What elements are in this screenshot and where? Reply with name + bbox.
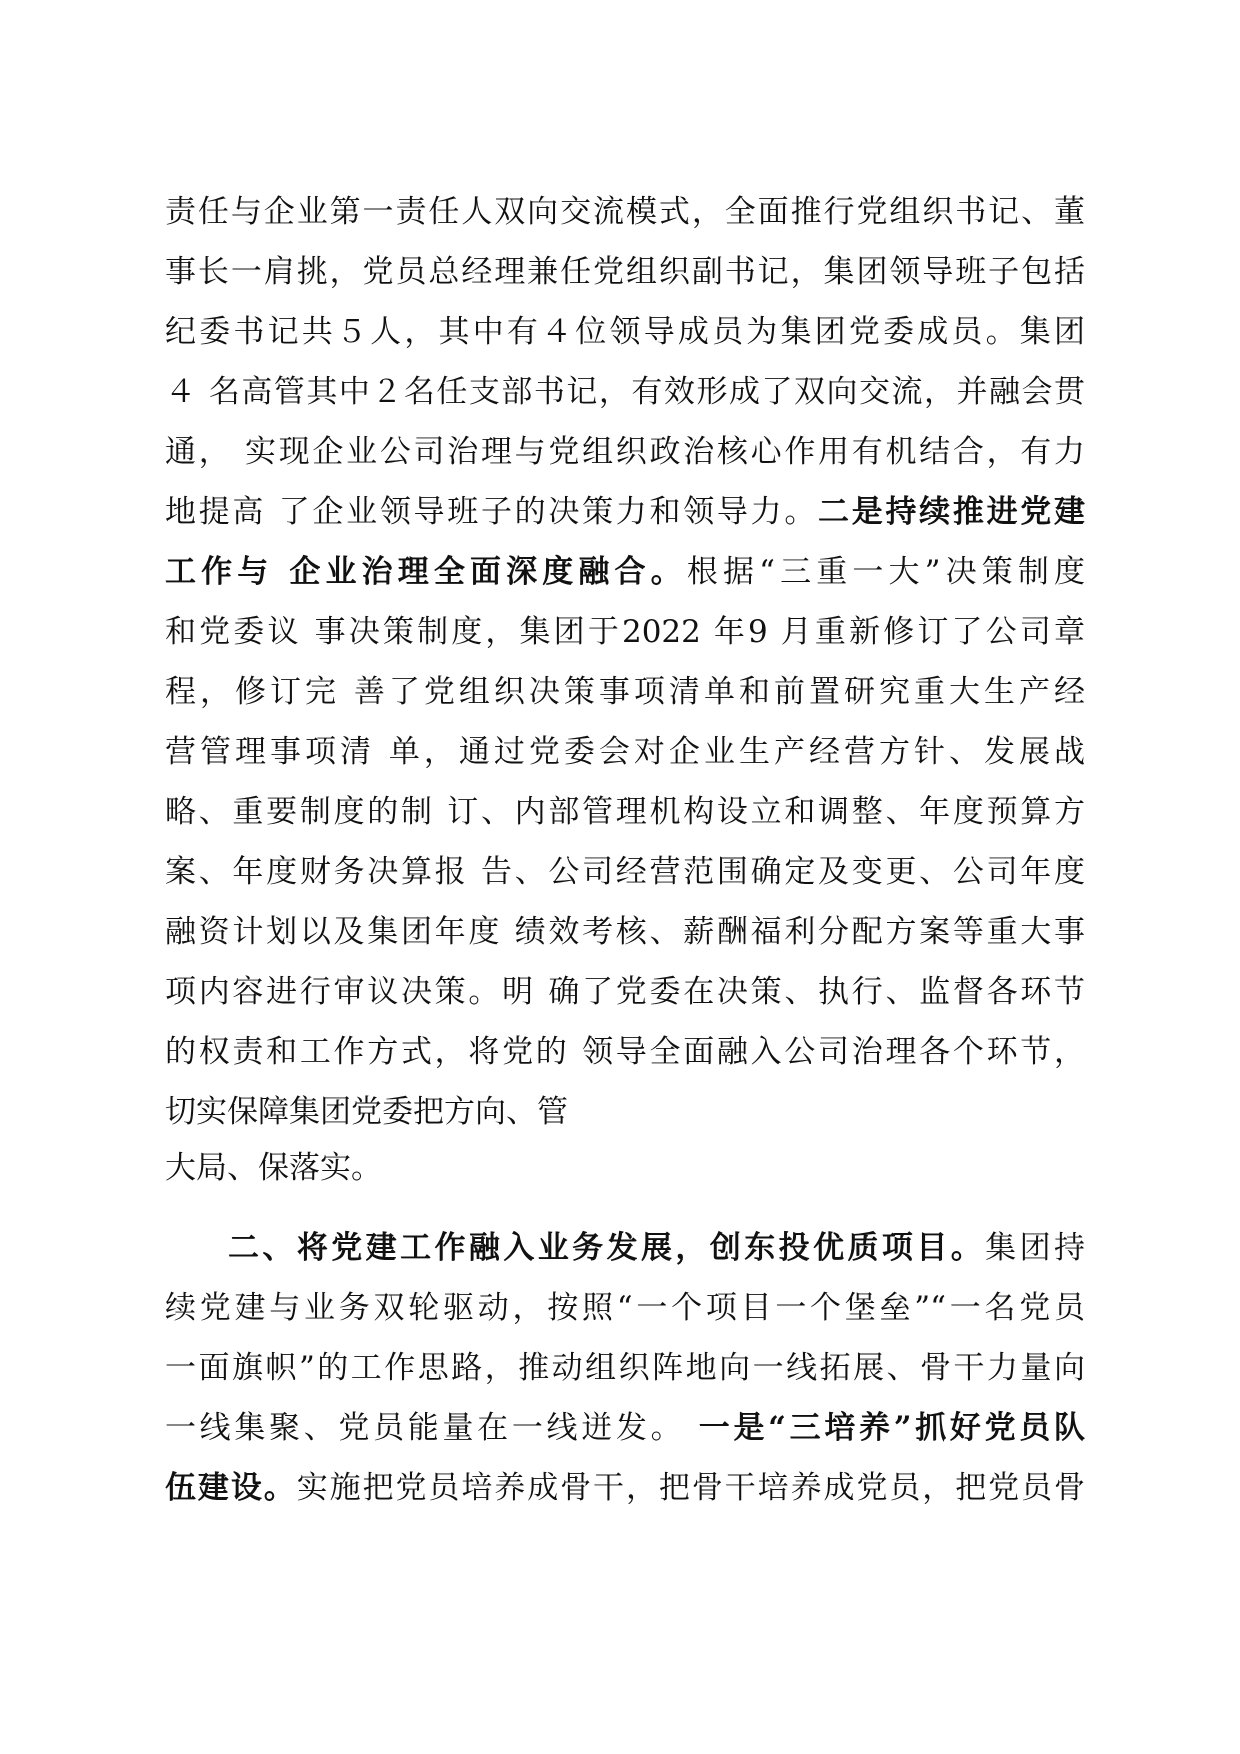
paragraph-1-line-9: 程，修订完 善了党组织决策事项清单和前置研究重大生产经 xyxy=(165,674,1085,710)
paragraph-1-line-13: 融资计划以及集团年度 绩效考核、薪酬福利分配方案等重大事 xyxy=(165,914,1085,950)
paragraph-1-line-5: 通， 实现企业公司治理与党组织政治核心作用有机结合，有力 xyxy=(165,434,1085,470)
paragraph-2-line-3: 一面旗帜”的工作思路，推动组织阵地向一线拓展、骨干力量向 xyxy=(165,1350,1085,1386)
paragraph-1-line-16: 切实保障集团党委把方向、管 xyxy=(165,1094,568,1130)
paragraph-1-line-11: 略、重要制度的制 订、内部管理机构设立和调整、年度预算方 xyxy=(165,794,1085,830)
paragraph-1-line-1: 责任与企业第一责任人双向交流模式，全面推行党组织书记、董 xyxy=(165,194,1085,230)
paragraph-2-line-1-text: 集团持 xyxy=(985,1230,1086,1266)
paragraph-1-line-12: 案、年度财务决算报 告、公司经营范围确定及变更、公司年度 xyxy=(165,854,1085,890)
paragraph-1-line-6-text: 地提高 了企业领导班子的决策力和领导力。 xyxy=(165,494,819,530)
paragraph-1-line-17: 大局、保落实。 xyxy=(165,1150,382,1186)
paragraph-1-line-7 xyxy=(165,542,1085,602)
paragraph-1-line-15: 的权责和工作方式，将党的 领导全面融入公司治理各个环节， xyxy=(165,1034,1085,1070)
paragraph-2-line-4 xyxy=(165,1398,1085,1458)
bold-lead-first-point-cont: 伍建设。 xyxy=(165,1470,297,1506)
bold-lead-second-point: 二是持续推进党建 xyxy=(818,494,1085,530)
paragraph-2-line-4-text: 一线集聚、党员能量在一线迸发。 xyxy=(165,1410,699,1446)
paragraph-1-line-2: 事长一肩挑，党员总经理兼任党组织副书记，集团领导班子包括 xyxy=(165,254,1085,290)
paragraph-1-line-7-text: 根据“三重一大”决策制度 xyxy=(686,554,1085,590)
section-heading: 二、将党建工作融入业务发展，创东投优质项目。 xyxy=(228,1230,986,1266)
paragraph-1-line-8: 和党委议 事决策制度，集团于2022 年9 月重新修订了公司章 xyxy=(165,614,1085,650)
paragraph-1-line-14: 项内容进行审议决策。明 确了党委在决策、执行、监督各环节 xyxy=(165,974,1085,1010)
paragraph-2-line-5-text: 实施把党员培养成骨干，把骨干培养成党员，把党员骨 xyxy=(296,1470,1086,1506)
paragraph-2-line-1 xyxy=(228,1218,1085,1278)
paragraph-1-line-3: 纪委书记共５人，其中有４位领导成员为集团党委成员。集团 xyxy=(165,314,1085,350)
paragraph-2-line-2: 续党建与业务双轮驱动，按照“一个项目一个堡垒”“一名党员 xyxy=(165,1290,1085,1326)
paragraph-1-line-10: 营管理事项清 单，通过党委会对企业生产经营方针、发展战 xyxy=(165,734,1085,770)
bold-lead-second-point-cont: 工作与 企业治理全面深度融合。 xyxy=(165,554,687,590)
bold-lead-first-point: 一是“三培养”抓好党员队 xyxy=(698,1410,1085,1446)
paragraph-1-line-6 xyxy=(165,482,1085,542)
paragraph-1-line-4: ４ 名高管其中２名任支部书记，有效形成了双向交流，并融会贯 xyxy=(165,374,1085,410)
paragraph-2-line-5 xyxy=(165,1458,1085,1518)
